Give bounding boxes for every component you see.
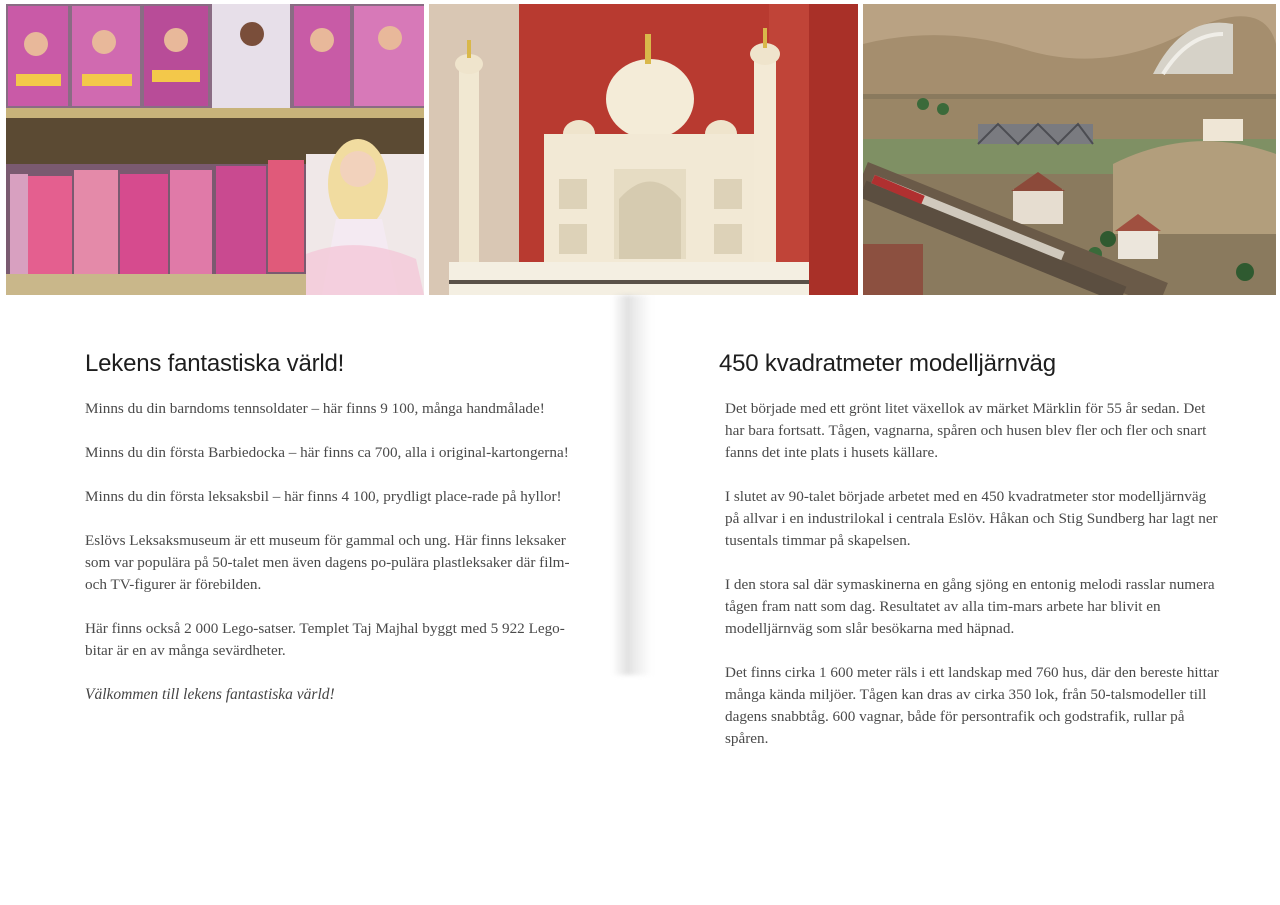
left-paragraph-4: Eslövs Leksaksmuseum är ett museum för gammal och ung. Här finns leksaker som var populära på 50-talet men även dagens po-pulära plastleksaker där film- och TV-figurer är förebilden. [85,532,570,593]
right-paragraph-2: I slutet av 90-talet började arbetet med en 450 kvadratmeter stor modelljärnväg på allvar i en industrilokal i centrala Eslöv. Håkan och Stig Sundberg har lagt ner tusentals timmar på skapelsen. [725,488,1218,549]
right-column [719,350,1219,772]
left-closing-line: Välkommen till lekens fantastiska värld! [85,686,335,703]
left-paragraph-1: Minns du din barndoms tennsoldater – här finns 9 100, många handmålade! [85,400,545,417]
taj-mahal-photo-graphic [429,4,858,295]
left-paragraph-5: Här finns också 2 000 Lego-satser. Templet Taj Majhal byggt med 5 922 Lego-bitar är en av många sevärdheter. [85,620,565,659]
model-railway-photo-graphic [863,4,1276,295]
right-paragraph-4: Det finns cirka 1 600 meter räls i ett landskap med 760 hus, där den bereste hittar många kända miljöer. Tågen kan dras av cirka 350 lok, från 50-talsmodeller till dagens snabbtåg. 600 vagnar, både för persontrafik och godstrafik, rullar på spåren. [725,664,1219,747]
right-heading: 450 kvadratmeter modelljärnväg [719,350,1056,377]
left-heading: Lekens fantastiska värld! [85,350,345,377]
taj-mahal-photo [429,4,858,295]
left-paragraph-2: Minns du din första Barbiedocka – här finns ca 700, alla i original-kartongerna! [85,444,569,461]
right-paragraph-3: I den stora sal där symaskinerna en gång sjöng en entonig melodi rasslar numera tågen fram natt som dag. Resultatet av alla tim-mars arbete har blivit en modelljärnväg som slår besökarna med häpnad. [725,576,1215,637]
left-column [85,350,575,728]
barbie-photo-graphic [6,4,424,295]
model-railway-photo [863,4,1276,295]
barbie-photo [6,4,424,295]
right-paragraph-1: Det började med ett grönt litet växellok av märket Märklin för 55 år sedan. Det har bara fortsatt. Tågen, vagnarna, spåren och husen blev fler och fler och snart fanns det inte plats i husets källare. [725,400,1207,461]
left-paragraph-3: Minns du din första leksaksbil – här finns 4 100, prydligt place-rade på hyllor! [85,488,562,505]
page-fold-shadow [612,295,652,675]
